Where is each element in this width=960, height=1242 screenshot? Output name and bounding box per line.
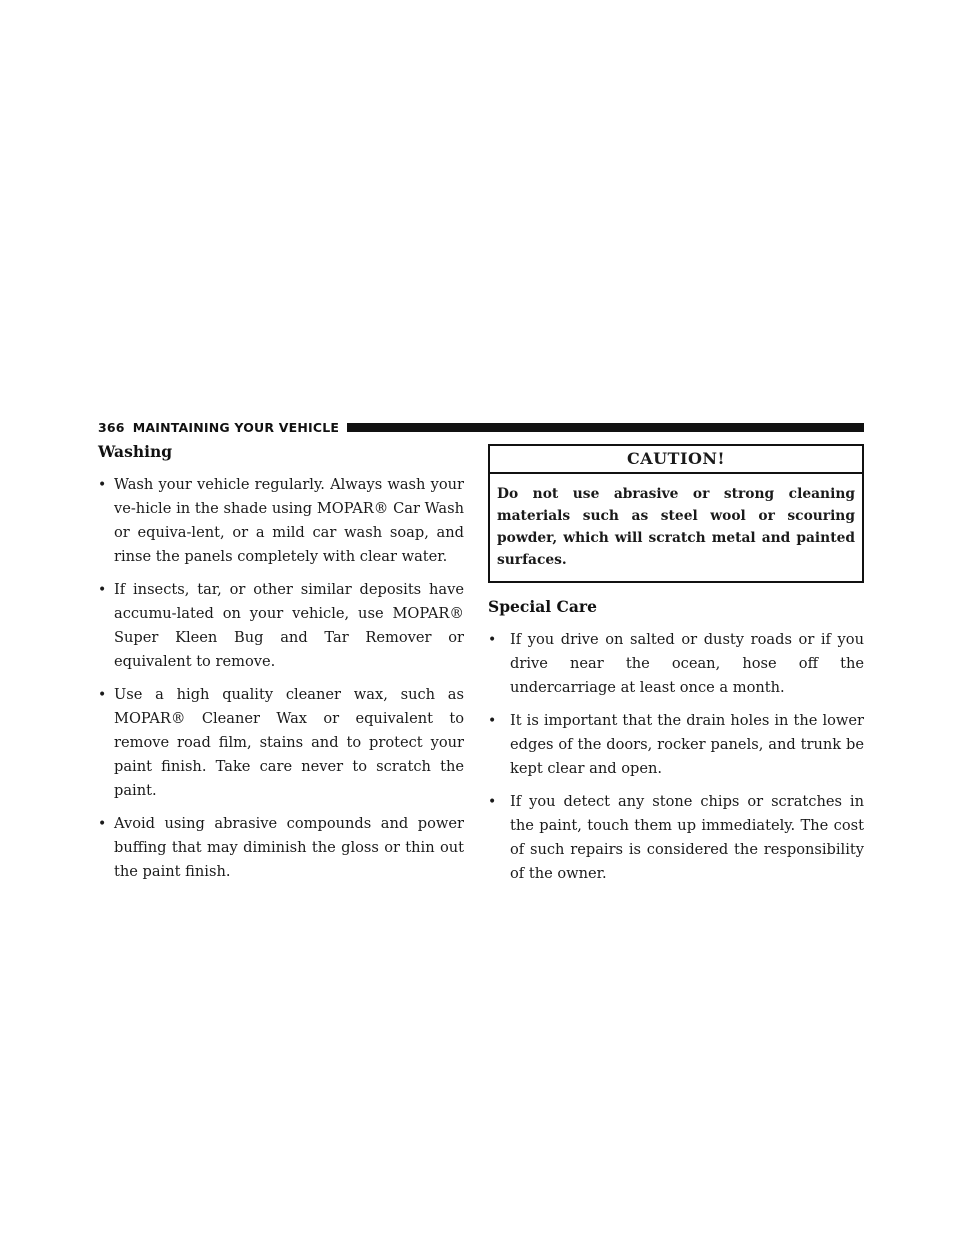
bullet-icon: • bbox=[98, 816, 107, 832]
list-item bbox=[488, 709, 864, 781]
bullet-icon: • bbox=[488, 713, 497, 729]
bullet-icon: • bbox=[98, 582, 107, 598]
list-item bbox=[488, 628, 864, 700]
bullet-icon: • bbox=[98, 477, 107, 493]
caution-title: CAUTION! bbox=[490, 446, 862, 474]
list-item bbox=[98, 683, 464, 803]
caution-box bbox=[488, 444, 864, 583]
list-item-text: If you drive on salted or dusty roads or if you drive near the ocean, hose off the undercarriage at least once a month. bbox=[510, 631, 864, 696]
left-column bbox=[98, 440, 464, 884]
list-item bbox=[98, 473, 464, 569]
header-rule bbox=[347, 423, 864, 432]
bullet-icon: • bbox=[98, 687, 107, 703]
special-care-heading: Special Care bbox=[488, 597, 597, 616]
bullet-icon: • bbox=[488, 794, 497, 810]
page-number: 366 bbox=[98, 419, 125, 435]
caution-body: Do not use abrasive or strong cleaning materials such as steel wool or scouring powder, which will scratch metal and painted surfaces. bbox=[497, 486, 855, 568]
right-column bbox=[488, 440, 864, 886]
section-title: MAINTAINING YOUR VEHICLE bbox=[132, 419, 340, 435]
list-item-text: Avoid using abrasive compounds and power buffing that may diminish the gloss or thin out the paint finish. bbox=[114, 815, 464, 880]
list-item-text: Wash your vehicle regularly. Always wash your ve-hicle in the shade using MOPAR® Car Wash or equiva-lent, or a mild car wash soap, and rinse the panels completely with clear water. bbox=[114, 476, 464, 565]
washing-heading: Washing bbox=[98, 442, 173, 461]
bullet-icon: • bbox=[488, 632, 497, 648]
special-care-list bbox=[488, 628, 864, 886]
list-item bbox=[98, 578, 464, 674]
list-item-text: If you detect any stone chips or scratches in the paint, touch them up immediately. The cost of such repairs is considered the responsibility of the owner. bbox=[510, 793, 864, 882]
list-item bbox=[488, 790, 864, 886]
list-item bbox=[98, 812, 464, 884]
running-header bbox=[98, 418, 864, 436]
washing-list bbox=[98, 473, 464, 884]
list-item-text: It is important that the drain holes in the lower edges of the doors, rocker panels, and trunk be kept clear and open. bbox=[510, 712, 864, 777]
special-care-section bbox=[488, 595, 864, 886]
list-item-text: Use a high quality cleaner wax, such as MOPAR® Cleaner Wax or equivalent to remove road film, stains and to protect your paint finish. Take care never to scratch the paint. bbox=[114, 686, 464, 799]
list-item-text: If insects, tar, or other similar deposits have accumu-lated on your vehicle, use MOPAR® Super Kleen Bug and Tar Remover or equivalent to remove. bbox=[114, 581, 464, 670]
